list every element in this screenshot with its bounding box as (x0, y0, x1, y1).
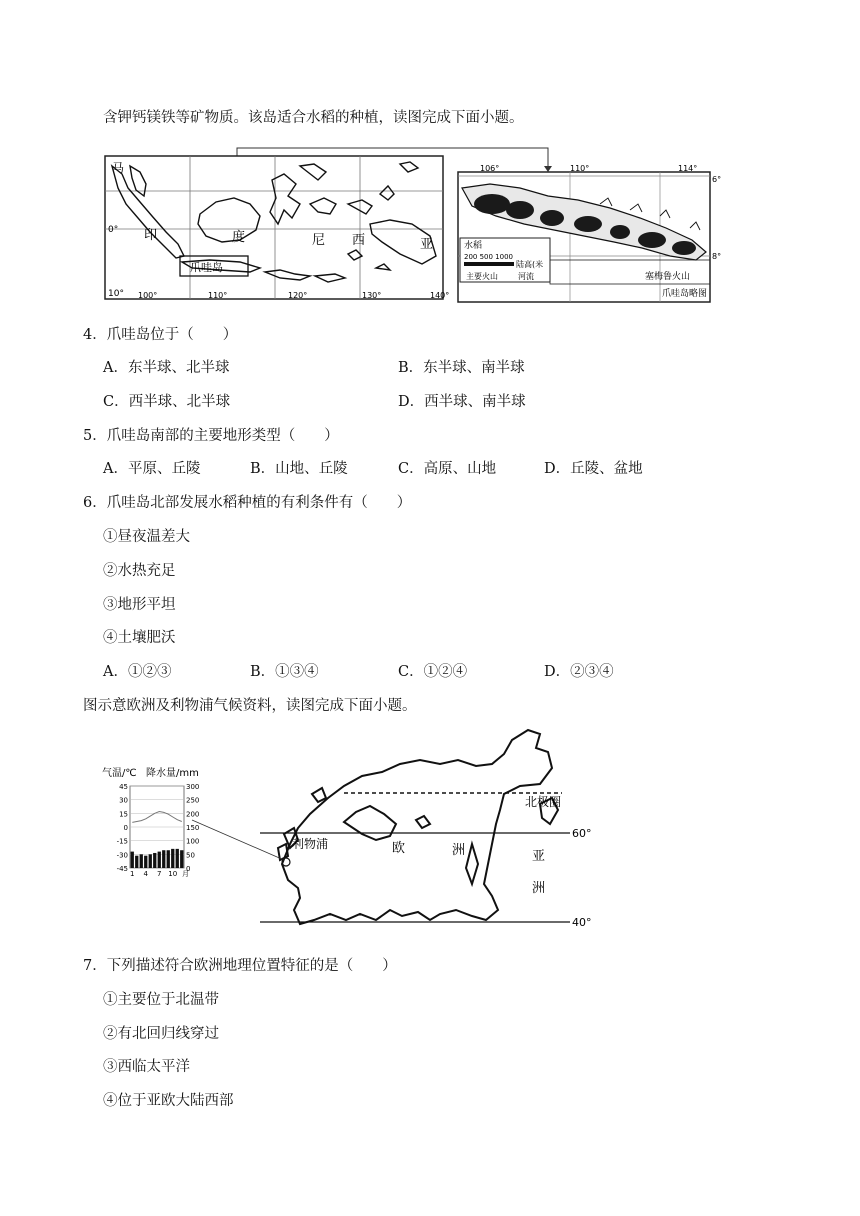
intro2-line: 图示意欧洲及利物浦气候资料，读图完成下面小题。 (83, 698, 417, 714)
precip-bar (162, 850, 165, 868)
label-ou: 欧 (392, 841, 406, 856)
label-ni: 尼 (312, 233, 326, 248)
precip-bar (131, 852, 134, 868)
q4-option-b[interactable]: B．东半球、南半球 (398, 360, 525, 376)
q7-item-4: ④位于亚欧大陆西部 (103, 1093, 234, 1109)
q5-option-a[interactable]: A．平原、丘陵 (103, 461, 201, 477)
label-ma: 马 (112, 161, 125, 175)
label-lon-130: 130° (362, 291, 382, 300)
label-java-box: 爪哇岛 (190, 261, 223, 274)
q6-item-4: ④土壤肥沃 (103, 630, 176, 646)
q6-item-2: ②水热充足 (103, 563, 176, 579)
q5-option-c[interactable]: C．高原、山地 (398, 461, 497, 477)
label-liverpool: 利物浦 (292, 837, 329, 851)
q6-item-3: ③地形平坦 (103, 597, 176, 613)
label-zhou-2: 洲 (532, 881, 546, 896)
precip-axis-label: 降水量/mm (146, 768, 199, 779)
legend-elev-nums: 200 500 1000 (464, 253, 513, 261)
precip-tick: 250 (186, 796, 200, 805)
q7-item-3: ③西临太平洋 (103, 1059, 190, 1075)
label-lat-40: 40° (572, 916, 592, 929)
label-zhou-1: 洲 (452, 843, 466, 858)
month-tick: 7 (157, 870, 162, 878)
precip-tick: 0 (186, 865, 191, 873)
label-lon-114: 114° (678, 164, 698, 173)
q7-item-1: ①主要位于北温带 (103, 992, 219, 1008)
label-lon-140: 140° (430, 291, 450, 300)
legend-elev: 陆高(米 (516, 260, 544, 269)
label-ya: 亚 (420, 237, 434, 252)
label-arctic-circle: 北极圈 (525, 795, 562, 809)
temp-tick: -45 (116, 865, 128, 873)
precip-tick: 100 (186, 837, 200, 846)
label-lon-110: 110° (208, 291, 228, 300)
precip-bar (158, 852, 161, 868)
climate-chart (117, 783, 200, 878)
precip-bar (171, 849, 174, 868)
label-ya-continent: 亚 (532, 849, 546, 864)
label-lat-10: 10° (108, 289, 124, 299)
legend-volcano: 主要火山 (466, 272, 498, 281)
q7-item-2: ②有北回归线穿过 (103, 1026, 219, 1042)
precip-tick: 50 (186, 851, 195, 860)
q5-option-d[interactable]: D．丘陵、盆地 (544, 461, 643, 477)
month-tick: 4 (143, 870, 148, 878)
temp-tick: 30 (119, 796, 128, 805)
precip-bar (140, 854, 143, 868)
q6-option-a[interactable]: A．①②③ (103, 664, 172, 680)
q6-option-c[interactable]: C．①②④ (398, 664, 468, 680)
label-xi: 西 (352, 233, 366, 248)
q5-option-b[interactable]: B．山地、丘陵 (250, 461, 348, 477)
label-lon-110-r: 110° (570, 164, 590, 173)
temp-tick: -15 (116, 837, 128, 846)
label-lon-106: 106° (480, 164, 500, 173)
precip-bar (135, 856, 138, 868)
precip-bar (149, 854, 152, 868)
label-lon-120: 120° (288, 291, 308, 300)
precip-bar (153, 853, 156, 868)
europe-climate-map (100, 724, 600, 944)
q6-stem: 6．爪哇岛北部发展水稻种植的有利条件有（ ） (83, 495, 412, 511)
temp-axis-label: 气温/℃ (102, 768, 137, 779)
label-lon-100: 100° (138, 291, 158, 300)
month-tick: 10 (168, 870, 178, 878)
map-caption: 爪哇岛略图 (662, 289, 708, 299)
precip-bar (180, 850, 183, 868)
indonesia-java-map (100, 144, 725, 310)
temp-tick: 45 (119, 783, 128, 791)
label-lat-0: 0° (108, 225, 119, 235)
precip-tick: 150 (186, 824, 200, 832)
q6-option-b[interactable]: B．①③④ (250, 664, 319, 680)
temp-tick: -30 (116, 851, 128, 860)
precip-bar (167, 850, 170, 868)
q6-item-1: ①昼夜温差大 (103, 529, 190, 545)
q6-option-d[interactable]: D．②③④ (544, 664, 614, 680)
label-lat-6: 6° (712, 175, 722, 184)
label-lat-8: 8° (712, 252, 722, 261)
precip-tick: 300 (186, 783, 200, 791)
label-lat-60: 60° (572, 827, 592, 840)
precip-tick: 200 (186, 810, 200, 819)
legend-rice: 水稻 (464, 241, 483, 251)
q4-option-d[interactable]: D．西半球、南半球 (398, 394, 526, 410)
q4-option-a[interactable]: A．东半球、北半球 (103, 360, 230, 376)
label-yin: 印 (144, 228, 158, 243)
precip-bar (176, 849, 179, 868)
q5-stem: 5．爪哇岛南部的主要地形类型（ ） (83, 428, 339, 444)
intro-line: 含钾钙镁铁等矿物质。该岛适合水稻的种植，读图完成下面小题。 (103, 110, 524, 126)
label-semeru: 塞梅鲁火山 (645, 272, 691, 282)
q7-stem: 7．下列描述符合欧洲地理位置特征的是（ ） (83, 958, 397, 974)
q4-stem: 4．爪哇岛位于（ ） (83, 327, 238, 343)
month-tick: 1 (130, 870, 135, 878)
precip-bar (144, 856, 147, 868)
q4-option-c[interactable]: C．西半球、北半球 (103, 394, 231, 410)
label-du: 度 (232, 230, 246, 245)
legend-river: 河流 (518, 272, 534, 281)
temp-tick: 15 (119, 810, 128, 819)
temp-tick: 0 (123, 824, 128, 832)
month-unit: 月 (182, 870, 189, 878)
